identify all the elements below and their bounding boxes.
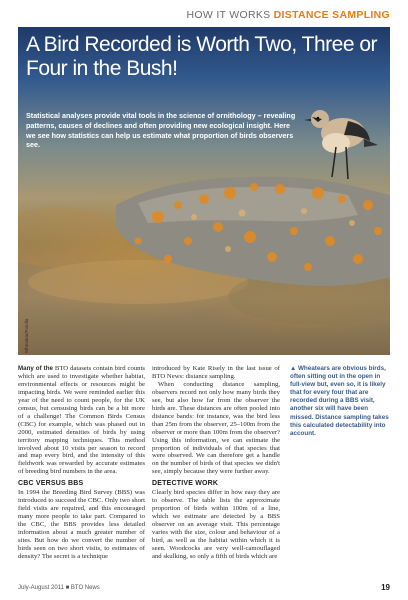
intro-text: BTO datasets contain bird counts which are used to investigate whether habitat, environmental effects or resources might be impacting birds. We were reminded earlier this year of the need to count people, for the UK census, but censusing birds can be a bit more of a challenge! The Common Birds Census (CBC) for example, which was phased out in 2000, estimated densities of birds by using territory mapping techniques. This method involved about 10 visits per season to record and map every bird, and the intensity of this fieldwork was rewarded by accurate estimates of breeding bird numbers in the area.	[18, 365, 145, 476]
photo-caption	[290, 365, 390, 438]
paragraph-intro	[18, 365, 145, 476]
running-head	[187, 9, 390, 21]
subhead-detective-work: DETECTIVE WORK	[152, 480, 219, 488]
body-column-1	[18, 365, 145, 561]
footer-publication: BTO News	[70, 585, 100, 591]
page-footer	[18, 583, 390, 593]
paragraph-bbs: In 1994 the Breeding Bird Survey (BBS) was introduced to succeed the CBC. Only two short field visits are required, and this encouraged many more people to take part. Compared to the CBC, the BBS provides less detailed information about a much greater number of sites. But how do we convert the number of birds seen on two short visits, to estimates of density? The secret is a technique	[18, 489, 145, 560]
page-number: 19	[381, 583, 390, 592]
body-column-2	[152, 365, 280, 561]
photo-credit: Wheatear/Fotolia	[24, 318, 29, 353]
article-title: A Bird Recorded is Worth Two, Three or Four in the Bush!	[26, 33, 378, 80]
wheatear-bird	[304, 110, 378, 179]
paragraph-distance-intro: introduced by Kate Risely in the last issue of BTO News: distance sampling.	[152, 365, 280, 380]
running-head-topic: DISTANCE SAMPLING	[273, 9, 390, 21]
article-standfirst: Statistical analyses provide vital tools in the science of ornithology – revealing patterns, causes of declines and often providing new ecological insight. Here we see how statistics can help us estimate what proportion of birds observers see.	[26, 111, 296, 150]
subhead-cbc-versus-bbs: CBC VERSUS BBS	[18, 480, 84, 488]
caption-text: Wheatears are obvious birds, often sitting out in the open in full-view but, even so, it is likely that for every four that are recorded during a BBS visit, another six will have been missed. Distance sampling takes this calculated detectability into account.	[290, 365, 389, 437]
paragraph-distance-sampling: When conducting distance sampling, observers record not only how many birds they see, but also how far from the observer the birds are. These distances are often pooled into distance bands: for instance, was the bird less than 25m from the observer, 25–100m from the observer or more than 100m from the observer? Using this information, we can estimate the proportion of individuals of that species that were observed. We can therefore get a handle on the number of birds of that species we didn't see, simply because they were further away.	[152, 380, 280, 476]
caption-text-block	[290, 365, 390, 438]
lead-in: Many of the	[18, 365, 53, 372]
running-head-section: HOW IT WORKS	[186, 9, 271, 21]
triangle-up-icon: ▲	[290, 365, 297, 372]
footer-issue	[18, 585, 100, 591]
footer-issue-date: July-August 2011	[18, 585, 64, 591]
paragraph-detective-work: Clearly bird species differ in how easy they are to observe. The table lists the approximate proportion of birds within 100m of a line, which we estimate are detected by a BBS observer on an average visit. This percentage varies with the size, colour and behaviour of a bird, as well as the habitat within which it is seen. Woodcocks are very well-camouflaged and skulking, so only a fifth of birds which are	[152, 489, 280, 560]
hero-photo	[18, 27, 390, 355]
footer-square-icon: ■	[65, 585, 70, 591]
